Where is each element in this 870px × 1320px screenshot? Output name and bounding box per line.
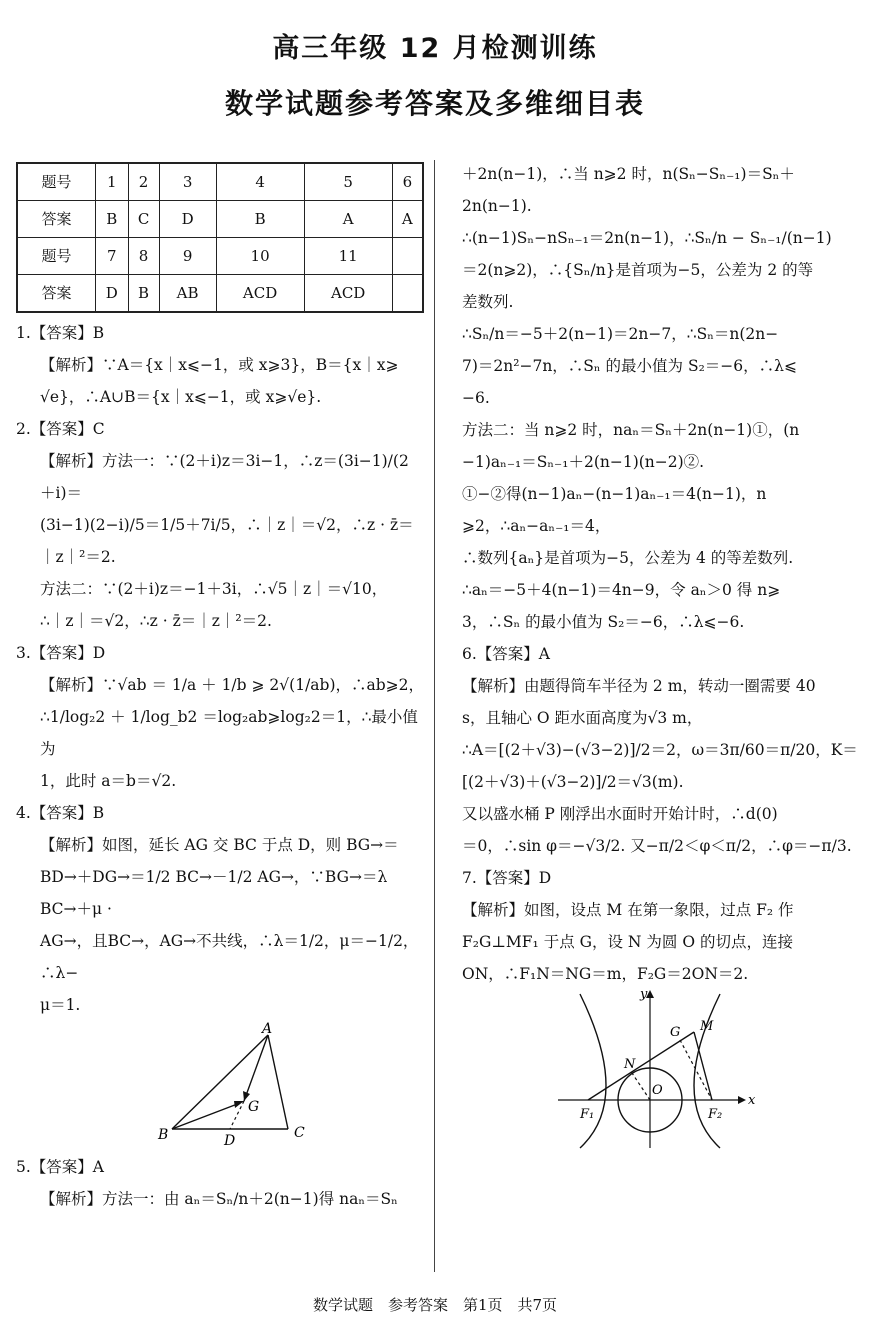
question-answer-line: 3.【答案】D: [16, 644, 106, 662]
label-y: y: [640, 990, 648, 1002]
label-B: B: [158, 1127, 169, 1143]
label-N: N: [624, 1057, 636, 1072]
answer-table-row: [17, 275, 423, 313]
page-subtitle: 数学试题参考答案及多维细目表: [224, 87, 645, 120]
solution-line: ＝2(n⩾2)，∴{Sₙ/n}是首项为−5，公差为 2 的等: [462, 261, 814, 279]
answer-table-cell: B: [128, 275, 159, 313]
solution-line: ＋2n(n−1)，∴当 n⩾2 时，n(Sₙ−Sₙ₋₁)＝Sₙ＋: [462, 165, 795, 183]
solution-line: F₂G⊥MF₁ 于点 G，设 N 为圆 O 的切点，连接: [462, 933, 793, 951]
solution-line: ON，∴F₁N＝NG＝m，F₂G＝2ON＝2.: [462, 965, 749, 983]
question-answer-line: 6.【答案】A: [462, 645, 550, 663]
solution-line: 差数列.: [462, 293, 514, 311]
answer-table-cell: 10: [216, 238, 304, 275]
left-tail-text: [16, 1151, 424, 1215]
solution-line: ①−②得(n−1)aₙ−(n−1)aₙ₋₁＝4(n−1)，n: [462, 485, 767, 503]
answer-table-cell: 4: [216, 163, 304, 201]
answer-table-cell: C: [128, 201, 159, 238]
solution-line: 【解析】由题得筒车半径为 2 m，转动一圈需要 40: [462, 677, 816, 695]
answer-table-cell: 11: [304, 238, 392, 275]
answer-table-cell: D: [96, 275, 128, 313]
left-column: [16, 162, 424, 1215]
label-F2: F₂: [708, 1107, 723, 1122]
answer-table-cell: [392, 275, 423, 313]
question-answer-line: 1.【答案】B: [16, 324, 105, 342]
page-title: 高三年级 12 月检测训练: [272, 33, 598, 64]
solution-line: ∴aₙ＝−5＋4(n−1)＝4n−9，令 aₙ＞0 得 n⩾: [462, 581, 781, 599]
answer-table-cell: 1: [96, 163, 128, 201]
solution-line: ∴(n−1)Sₙ−nSₙ₋₁＝2n(n−1)，∴Sₙ/n − Sₙ₋₁/(n−1): [462, 229, 832, 247]
solution-line: √e}，∴A∪B＝{x｜x⩽−1，或 x⩾√e}.: [40, 388, 322, 406]
solution-line: −6.: [462, 389, 490, 407]
answer-table-header-cell: 题号: [17, 238, 96, 275]
question-answer-line: 5.【答案】A: [16, 1158, 104, 1176]
answer-table-cell: 6: [392, 163, 423, 201]
solution-line: 2n(n−1).: [462, 197, 532, 215]
answer-table-cell: 2: [128, 163, 159, 201]
question-answer-line: 2.【答案】C: [16, 420, 105, 438]
hyperbola-figure: [462, 990, 858, 1150]
question-answer-line: 4.【答案】B: [16, 804, 105, 822]
left-text: [16, 317, 424, 1021]
solution-line: ∴数列{aₙ}是首项为−5，公差为 4 的等差数列.: [462, 549, 794, 567]
answer-table-row: [17, 163, 423, 201]
solution-line: (3i−1)(2−i)/5＝1/5＋7i/5，∴｜z｜＝√2，∴z · z̄＝: [40, 516, 414, 534]
answer-table-cell: AB: [159, 275, 216, 313]
column-divider: [434, 160, 435, 1272]
answer-table-cell: 3: [159, 163, 216, 201]
solution-line: 3，∴Sₙ 的最小值为 S₂＝−6，∴λ⩽−6.: [462, 613, 745, 631]
answer-table-cell: D: [159, 201, 216, 238]
solution-line: BD→＋DG→＝1/2 BC→－1/2 AG→，∵BG→＝λ BC→＋μ ·: [40, 868, 388, 918]
solution-line: ⩾2，∴aₙ−aₙ₋₁＝4，: [462, 517, 611, 535]
answer-table-cell: 8: [128, 238, 159, 275]
solution-line: ｜z｜²＝2.: [40, 548, 116, 566]
question-answer-line: 7.【答案】D: [462, 869, 552, 887]
triangle-figure: [16, 1021, 424, 1151]
label-D: D: [224, 1133, 236, 1149]
solution-line: 【解析】∵A＝{x｜x⩽−1，或 x⩾3}，B＝{x｜x⩾: [40, 356, 399, 374]
solution-line: 【解析】方法一：由 aₙ＝Sₙ/n＋2(n−1)得 naₙ＝Sₙ: [40, 1190, 398, 1208]
label-G: G: [248, 1099, 260, 1115]
solution-line: ＝0，∴sin φ＝−√3/2. 又−π/2＜φ＜π/2，∴φ＝−π/3.: [462, 837, 852, 855]
label-F1: F₁: [580, 1107, 595, 1122]
solution-line: −1)aₙ₋₁＝Sₙ₋₁＋2(n−1)(n−2)②.: [462, 453, 705, 471]
solution-line: [(2＋√3)＋(√3−2)]/2＝√3(m).: [462, 773, 684, 791]
solution-line: 【解析】如图，设点 M 在第一象限，过点 F₂ 作: [462, 901, 794, 919]
solution-line: 【解析】方法一：∵(2＋i)z＝3i−1，∴z＝(3i−1)/(2＋i)＝: [40, 452, 409, 502]
solution-line: ∴1/log₂2 ＋ 1/log_b2 ＝log₂ab⩾log₂2＝1，∴最小值为: [40, 708, 418, 758]
answer-table-cell: ACD: [216, 275, 304, 313]
answer-table-cell: B: [96, 201, 128, 238]
answer-table-cell: 7: [96, 238, 128, 275]
answer-table-cell: 9: [159, 238, 216, 275]
answer-table-cell: B: [216, 201, 304, 238]
solution-line: 方法二：当 n⩾2 时，naₙ＝Sₙ＋2n(n−1)①，(n: [462, 421, 800, 439]
label-M: M: [700, 1019, 714, 1034]
solution-line: 方法二：∵(2＋i)z＝−1＋3i，∴√5｜z｜＝√10，: [40, 580, 388, 598]
solution-line: 1，此时 a＝b＝√2.: [40, 772, 177, 790]
answer-table-cell: [392, 238, 423, 275]
answer-table-header-cell: 答案: [17, 201, 96, 238]
solution-line: 【解析】如图，延长 AG 交 BC 于点 D，则 BG→＝: [40, 836, 399, 854]
answer-table-row: [17, 201, 423, 238]
answer-table-cell: A: [392, 201, 423, 238]
solution-line: μ＝1.: [40, 996, 81, 1014]
answer-table: [16, 162, 424, 313]
label-x: x: [748, 1093, 756, 1108]
page-footer: 数学试题 参考答案 第1页 共7页: [312, 1296, 558, 1314]
label-C: C: [294, 1125, 305, 1141]
solution-line: ∴｜z｜＝√2，∴z · z̄＝｜z｜²＝2.: [40, 612, 272, 630]
right-text: [462, 158, 858, 990]
solution-line: 【解析】∵√ab ＝ 1/a ＋ 1/b ⩾ 2√(1/ab)，∴ab⩾2，: [40, 676, 425, 694]
solution-line: s，且轴心 O 距水面高度为√3 m，: [462, 709, 703, 727]
solution-line: 7)＝2n²−7n，∴Sₙ 的最小值为 S₂＝−6，∴λ⩽: [462, 357, 797, 375]
label-A: A: [262, 1021, 273, 1037]
label-G2: G: [670, 1025, 681, 1040]
solution-line: ∴Sₙ/n＝−5＋2(n−1)＝2n−7，∴Sₙ＝n(2n−: [462, 325, 779, 343]
answer-table-cell: ACD: [304, 275, 392, 313]
answer-table-cell: A: [304, 201, 392, 238]
answer-table-header-cell: 题号: [17, 163, 96, 201]
answer-table-row: [17, 238, 423, 275]
answer-table-cell: 5: [304, 163, 392, 201]
solution-line: 又以盛水桶 P 刚浮出水面时开始计时，∴d(0): [462, 805, 778, 823]
right-column: [462, 158, 858, 1150]
label-O: O: [652, 1083, 663, 1098]
solution-line: AG→，且BC→，AG→不共线，∴λ＝1/2，μ＝−1/2，∴λ−: [40, 932, 419, 982]
answer-table-header-cell: 答案: [17, 275, 96, 313]
solution-line: ∴A＝[(2＋√3)−(√3−2)]/2＝2，ω＝3π/60＝π/20，K＝: [462, 741, 858, 759]
